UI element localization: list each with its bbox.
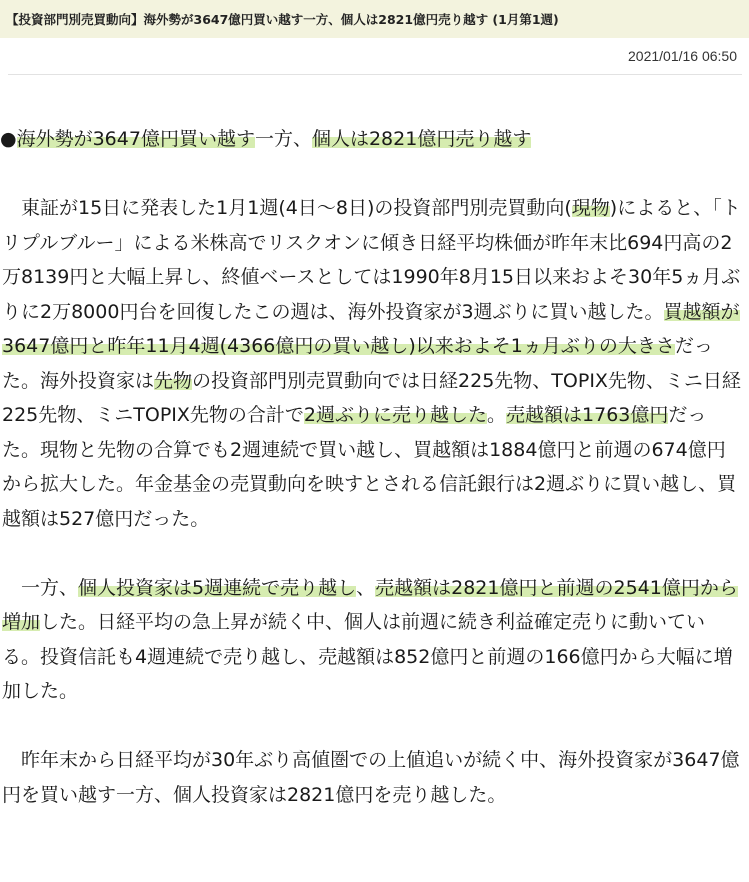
body-text: 一方、 [21, 576, 79, 599]
body-text: 東証が15日に発表した1月1週(4日〜8日)の投資部門別売買動向( [21, 197, 572, 219]
article-title-bar [0, 0, 749, 38]
body-text: )によると、「トリプルブルー」による米株高でリスクオンに傾き日経平均株価が昨年末比694円高の2万8139円と大幅上昇し、終値ベースとしては1990年8月15日以来およそ30年5ヵ月ぶりに2万8000円台を回復したこの週は、海外投資家が3週ぶりに買い越した。 [2, 197, 741, 323]
highlight-text: 売越額は1763億円 [506, 404, 669, 426]
highlight-text: 買越額が3647億円と昨年11月4週(4366億円の買い越し)以来およそ1ヵ月ぶりの大きさ [2, 300, 740, 357]
body-text: だった。現物と先物の合算でも2週連続で買い越し、買越額は1884億円と前週の674億円から拡大した。年金基金の売買動向を映すとされる信託銀行は2週ぶりに買い越し、買越額は527億円だった。 [2, 404, 737, 530]
highlight-text: 現物 [571, 197, 610, 219]
body-text: 昨年末から日経平均が30年ぶり高値圏での上値追いが続く中、海外投資家が3647億円を買い越す一方、個人投資家は2821億円を売り越した。 [2, 749, 740, 806]
paragraph-summary [0, 743, 742, 812]
publish-timestamp: 2021/01/16 06:50 [628, 48, 737, 64]
paragraph-individual [0, 571, 742, 709]
article-body [0, 122, 742, 847]
bullet-icon: ● [0, 128, 17, 150]
highlight-text: 個人は2821億円売り越す [311, 128, 532, 150]
body-text: 一方、 [254, 128, 312, 150]
body-text: 。 [487, 404, 507, 426]
highlight-text: 個人投資家は5週連続で売り越し [78, 576, 357, 599]
highlight-text: 2週ぶりに売り越した [303, 404, 487, 426]
body-text: した。日経平均の急上昇が続く中、個人は前週に続き利益確定売りに動いている。投資信託も4週連続で売り越し、売越額は852億円と前週の166億円から大幅に増加した。 [2, 611, 733, 702]
highlight-text: 売越額は2821億円と前週の2541億円から増加 [2, 576, 738, 633]
highlight-text: 海外勢が3647億円買い越す [16, 128, 255, 150]
body-text: だった。海外投資家は [2, 335, 713, 392]
lead-summary [0, 122, 742, 157]
highlight-text: 先物 [154, 369, 193, 392]
body-text: の投資部門別売買動向では日経225先物、TOPIX先物、ミニ日経225先物、ミニTOPIX先物の合計で [2, 369, 741, 426]
body-text: 、 [356, 576, 376, 599]
paragraph-overseas [0, 191, 742, 536]
divider [8, 74, 742, 75]
article-title: 【投資部門別売買動向】海外勢が3647億円買い越す一方、個人は2821億円売り越す (1月第1週) [6, 12, 559, 27]
